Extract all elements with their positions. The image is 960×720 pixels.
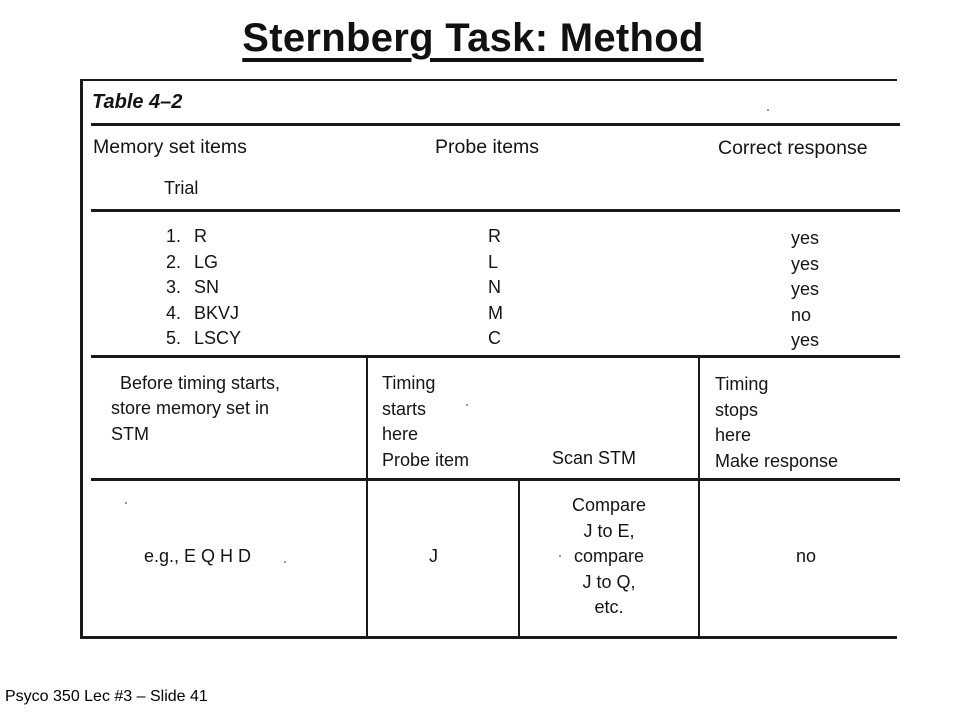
table-figure bbox=[80, 79, 897, 639]
response-list bbox=[791, 226, 819, 354]
table-caption: Table 4–2 bbox=[92, 91, 183, 113]
compare-line: J to E, bbox=[583, 520, 635, 541]
slide-footer: Psyco 350 Lec #3 – Slide 41 bbox=[5, 688, 208, 705]
trial-number: 2. bbox=[166, 251, 182, 272]
trial-row bbox=[166, 275, 241, 301]
trial-memory-set: BKVJ bbox=[194, 302, 240, 323]
scan-speck bbox=[284, 561, 286, 563]
note-line: Before timing starts, bbox=[120, 373, 281, 393]
compare-line: Compare bbox=[571, 495, 647, 515]
trial-probe: N bbox=[488, 277, 501, 297]
timing-stops-note bbox=[715, 372, 838, 474]
note-line: stops bbox=[715, 399, 759, 420]
example-compare bbox=[520, 493, 698, 621]
note-line: Timing bbox=[382, 373, 436, 393]
trial-memory-set: LG bbox=[194, 251, 219, 272]
compare-line: compare bbox=[573, 546, 645, 566]
trial-label: Trial bbox=[164, 178, 199, 198]
trial-probe: C bbox=[488, 328, 501, 348]
header-probe-items: Probe items bbox=[435, 136, 540, 158]
trial-number: 3. bbox=[166, 277, 182, 297]
before-timing-note bbox=[120, 371, 280, 397]
note-line: Timing bbox=[715, 374, 769, 394]
trial-row bbox=[166, 326, 241, 352]
note-line: here bbox=[382, 424, 419, 444]
example-memory-set: e.g., E Q H D bbox=[144, 546, 252, 566]
note-line: here bbox=[715, 425, 752, 445]
trial-memory-set: R bbox=[194, 226, 207, 246]
trial-memory-set: SN bbox=[194, 277, 220, 297]
divider bbox=[698, 356, 700, 639]
header-correct-response: Correct response bbox=[718, 137, 868, 159]
trial-memory-set: LSCY bbox=[194, 328, 242, 348]
scan-stm-label: Scan STM bbox=[552, 448, 637, 468]
trial-number: 5. bbox=[166, 328, 182, 348]
trial-number: 4. bbox=[166, 302, 182, 323]
trial-probe: M bbox=[488, 302, 503, 323]
trial-list bbox=[166, 224, 241, 352]
header-memory-set: Memory set items bbox=[93, 136, 247, 158]
note-line: STM bbox=[111, 423, 149, 444]
scan-speck bbox=[767, 109, 769, 111]
compare-line: etc. bbox=[594, 597, 624, 617]
probe-list bbox=[488, 224, 503, 352]
trial-response: yes bbox=[791, 228, 820, 248]
trial-row bbox=[166, 250, 241, 276]
trial-response: yes bbox=[791, 330, 820, 350]
probe-item-label: Probe item bbox=[382, 449, 470, 470]
divider bbox=[91, 123, 900, 126]
divider bbox=[91, 209, 900, 212]
scan-speck bbox=[559, 555, 561, 557]
trial-response: no bbox=[791, 304, 812, 325]
scan-speck bbox=[125, 502, 127, 504]
divider bbox=[91, 355, 900, 358]
trial-response: yes bbox=[791, 253, 820, 274]
divider bbox=[91, 478, 900, 481]
example-response: no bbox=[796, 546, 817, 566]
trial-number: 1. bbox=[166, 226, 182, 246]
note-line: starts bbox=[382, 398, 427, 419]
trial-probe: R bbox=[488, 226, 501, 246]
scan-speck bbox=[466, 404, 468, 406]
compare-line: J to Q, bbox=[582, 571, 636, 592]
timing-starts-note bbox=[382, 371, 469, 473]
before-timing-note-cont bbox=[111, 396, 269, 447]
example-probe: J bbox=[429, 546, 438, 566]
note-line: store memory set in bbox=[111, 398, 270, 418]
trial-row bbox=[166, 224, 241, 250]
trial-response: yes bbox=[791, 279, 820, 299]
make-response-label: Make response bbox=[715, 450, 839, 471]
trial-row bbox=[166, 301, 241, 327]
slide-title: Sternberg Task: Method bbox=[242, 16, 704, 60]
divider bbox=[366, 356, 368, 639]
trial-probe: L bbox=[488, 251, 499, 272]
